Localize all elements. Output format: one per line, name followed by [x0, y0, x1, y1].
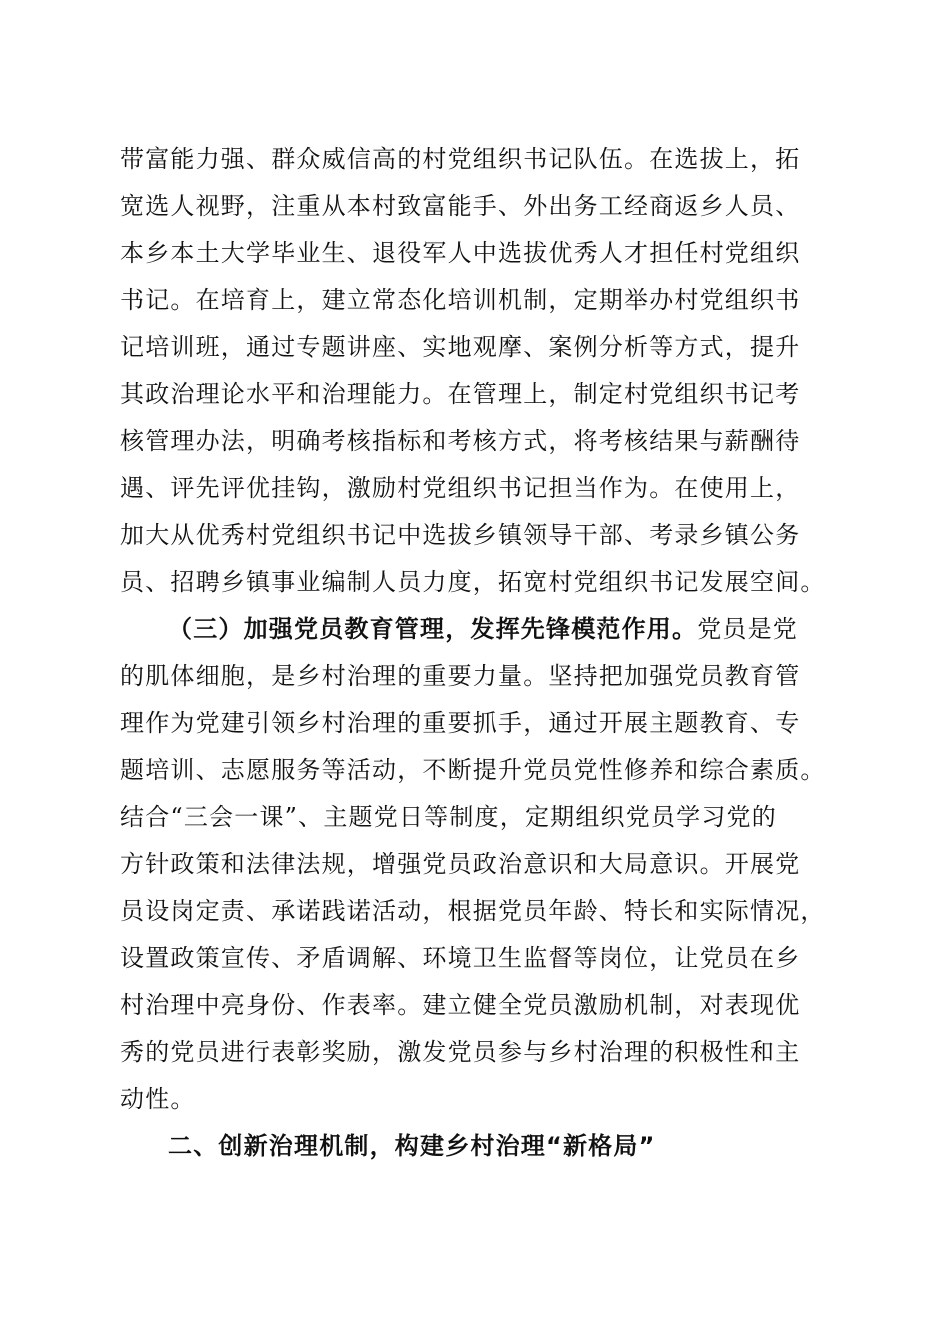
paragraph-line: 记培训班，通过专题讲座、实地观摩、案例分析等方式，提升 [120, 333, 801, 361]
paragraph-line: 员、招聘乡镇事业编制人员力度，拓宽村党组织书记发展空间。 [120, 568, 826, 596]
paragraph-line: 方针政策和法律法规，增强党员政治意识和大局意识。开展党 [120, 850, 801, 878]
subsection-heading: （三）加强党员教育管理，发挥先锋模范作用。 [168, 615, 698, 643]
paragraph-line: 带富能力强、群众威信高的村党组织书记队伍。在选拔上，拓 [120, 145, 801, 173]
paragraph-line: 遇、评先评优挂钩，激励村党组织书记担当作为。在使用上， [120, 474, 801, 502]
paragraph-line: 本乡本土大学毕业生、退役军人中选拔优秀人才担任村党组织 [120, 239, 801, 267]
paragraph-line: 的肌体细胞，是乡村治理的重要力量。坚持把加强党员教育管 [120, 662, 801, 690]
paragraph-line: 员设岗定责、承诺践诺活动，根据党员年龄、特长和实际情况， [120, 897, 826, 925]
section-heading: 二、创新治理机制，构建乡村治理“新格局” [168, 1132, 656, 1160]
paragraph-first-line [168, 607, 840, 651]
paragraph-line: 书记。在培育上，建立常态化培训机制，定期举办村党组织书 [120, 286, 801, 314]
paragraph-line: 其政治理论水平和治理能力。在管理上，制定村党组织书记考 [120, 380, 801, 408]
paragraph-line: 加大从优秀村党组织书记中选拔乡镇领导干部、考录乡镇公务 [120, 521, 801, 549]
paragraph-line: 结合“三会一课”、主题党日等制度，定期组织党员学习党的 [120, 803, 777, 831]
paragraph-line: 秀的党员进行表彰奖励，激发党员参与乡村治理的积极性和主 [120, 1038, 801, 1066]
paragraph-line: 动性。 [120, 1085, 196, 1113]
paragraph-line: 核管理办法，明确考核指标和考核方式，将考核结果与薪酬待 [120, 427, 801, 455]
paragraph-line: 宽选人视野，注重从本村致富能手、外出务工经商返乡人员、 [120, 192, 801, 220]
paragraph-line: 村治理中亮身份、作表率。建立健全党员激励机制，对表现优 [120, 991, 801, 1019]
paragraph-line: 题培训、志愿服务等活动，不断提升党员党性修养和综合素质。 [120, 756, 826, 784]
paragraph-line: 设置政策宣传、矛盾调解、环境卫生监督等岗位，让党员在乡 [120, 944, 801, 972]
paragraph-line-rest: 党员是党 [697, 615, 799, 643]
paragraph-line: 理作为党建引领乡村治理的重要抓手，通过开展主题教育、专 [120, 709, 801, 737]
